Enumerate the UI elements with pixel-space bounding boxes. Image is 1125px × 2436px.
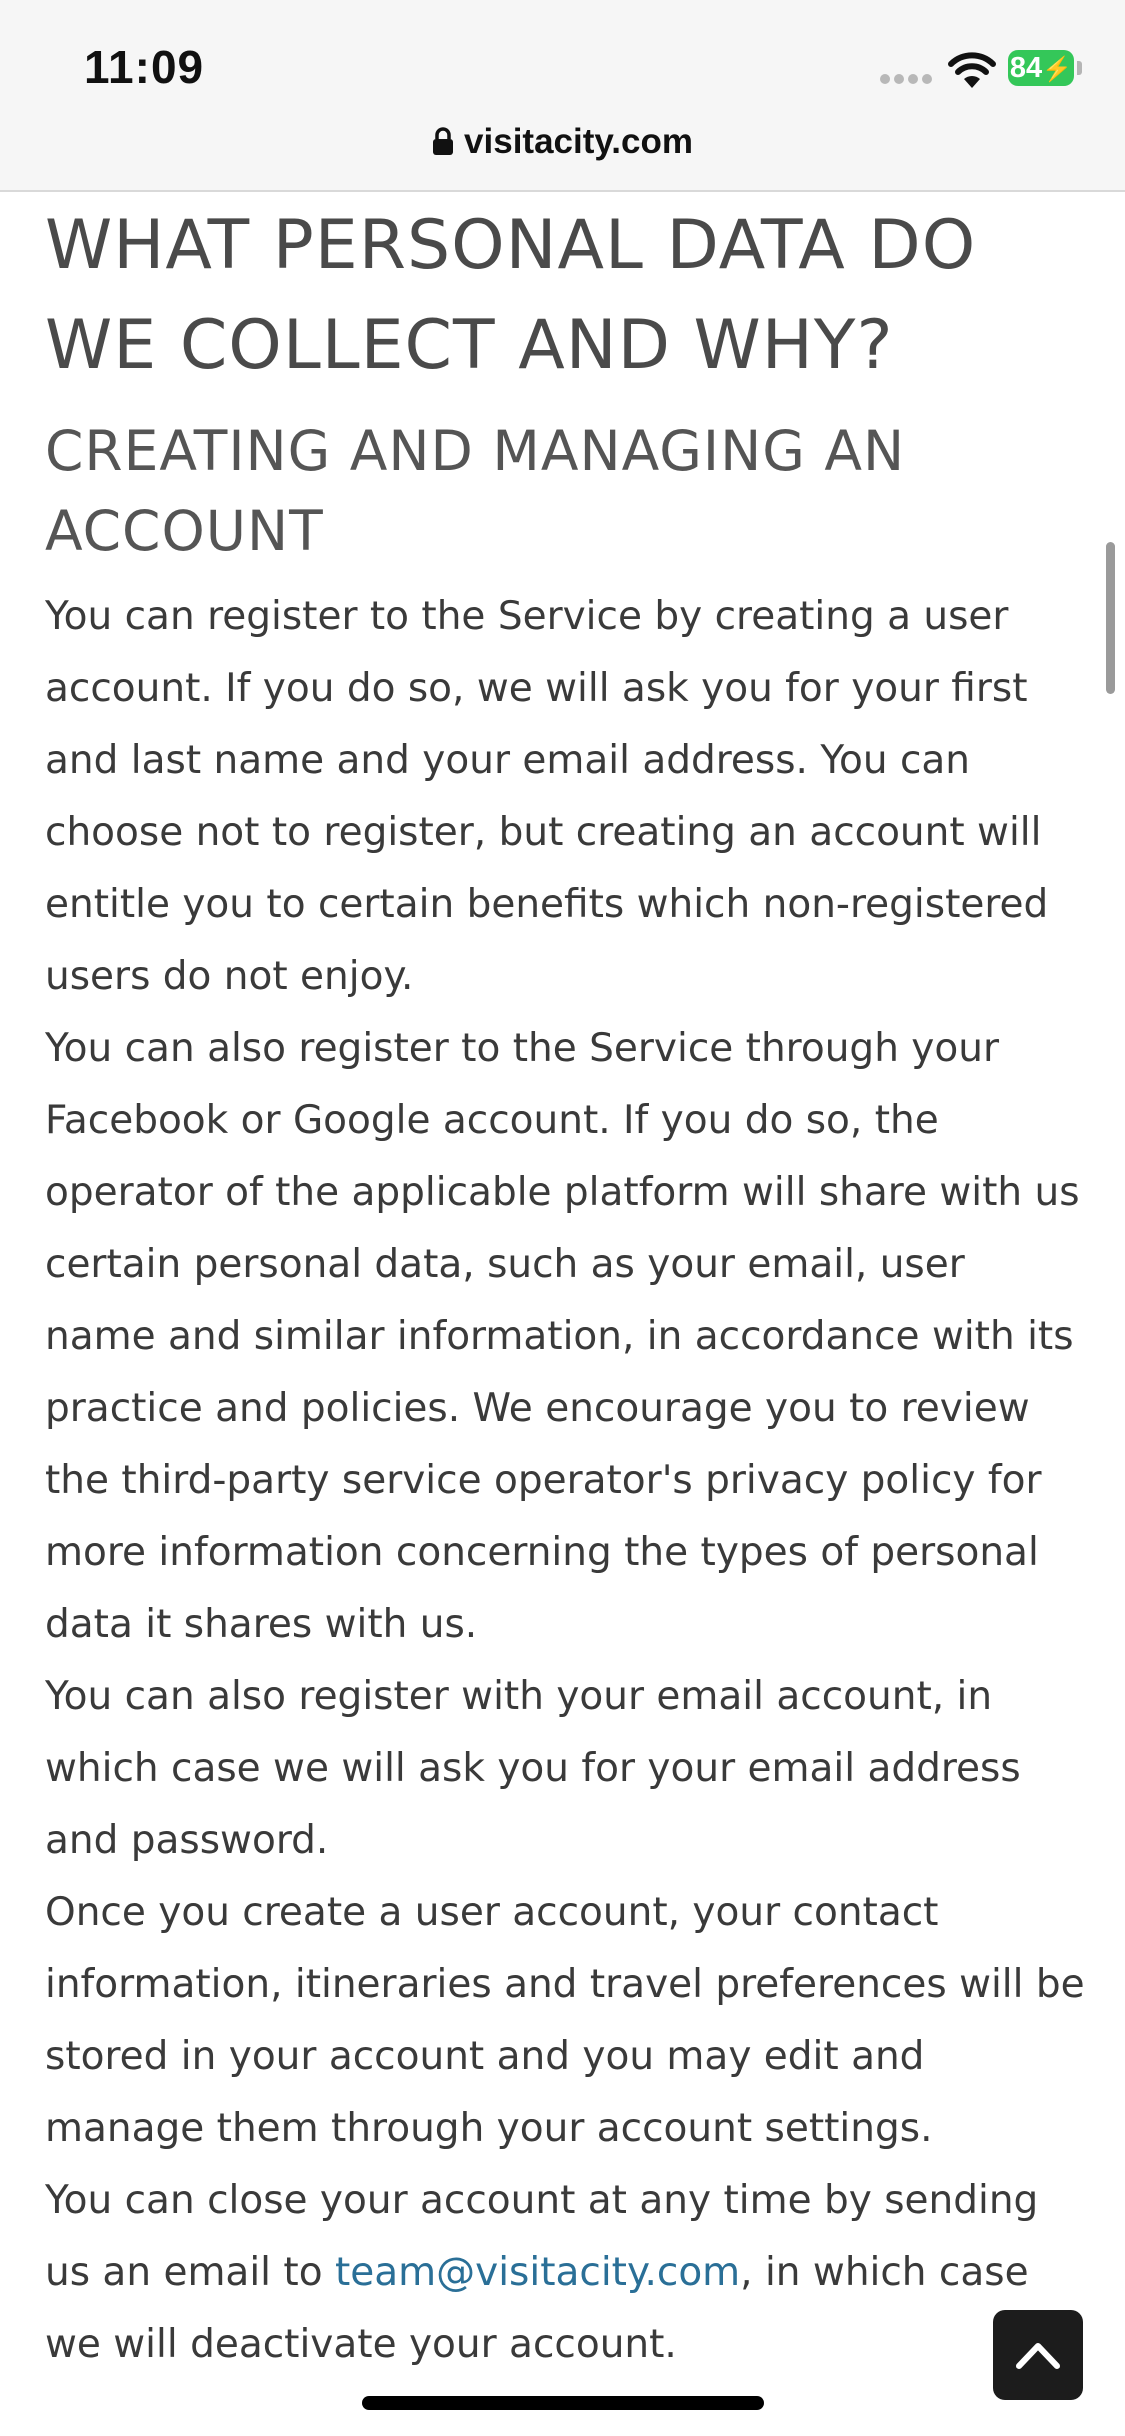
section-subheading: CREATING AND MANAGING AN ACCOUNT	[45, 419, 906, 563]
battery-indicator	[1008, 50, 1074, 86]
status-time: 11:09	[84, 41, 205, 93]
back-to-top-button[interactable]	[993, 2310, 1083, 2400]
browser-top-bar	[0, 0, 1125, 192]
charging-bolt-icon: ⚡	[1042, 56, 1073, 83]
section-heading: WHAT PERSONAL DATA DO WE COLLECT AND WHY?	[45, 206, 977, 385]
lock-icon	[432, 126, 454, 156]
article-content	[45, 196, 1085, 2381]
wifi-icon	[948, 50, 996, 90]
home-indicator[interactable]	[362, 2396, 764, 2410]
paragraph-register-account: You can register to the Service by creating a user account. If you do so, we will ask you for your first and last name and your email address. You can choose not to register, but creating an account will entitle you to certain benefits which non-registered users do not enjoy.	[45, 594, 1049, 999]
chevron-up-icon	[1013, 2334, 1063, 2374]
paragraph-social-login: You can also register to the Service through your Facebook or Google account. If you do so, the operator of the applicable platform will share with us certain personal data, such as your email, user name and similar information, in accordance with its practice and policies. We encourage you to review the third-party service operator's privacy policy for more information concerning the types of personal data it shares with us.	[45, 1026, 1080, 1647]
address-bar[interactable]	[0, 116, 1125, 168]
page-scrollbar[interactable]	[1106, 542, 1115, 694]
close-account-text-end: , in which case we will deactivate your account.	[45, 2250, 1029, 2367]
contact-email-link[interactable]: team@visitacity.com	[334, 2250, 741, 2295]
close-account-text: You can close your account at any time by sending us an email to	[45, 2178, 1039, 2295]
cellular-signal-icon	[880, 74, 934, 86]
paragraph-account-storage: Once you create a user account, your contact information, itineraries and travel preferences will be stored in your account and you may edit and manage them through your account settings.	[45, 1890, 1085, 2151]
battery-level: 84	[1009, 52, 1043, 84]
url-domain: visitacity.com	[464, 122, 693, 161]
paragraph-close-account	[45, 2165, 1085, 2381]
paragraph-email-register: You can also register with your email account, in which case we will ask you for your email address and password.	[45, 1674, 1021, 1863]
battery-tip	[1077, 61, 1082, 75]
